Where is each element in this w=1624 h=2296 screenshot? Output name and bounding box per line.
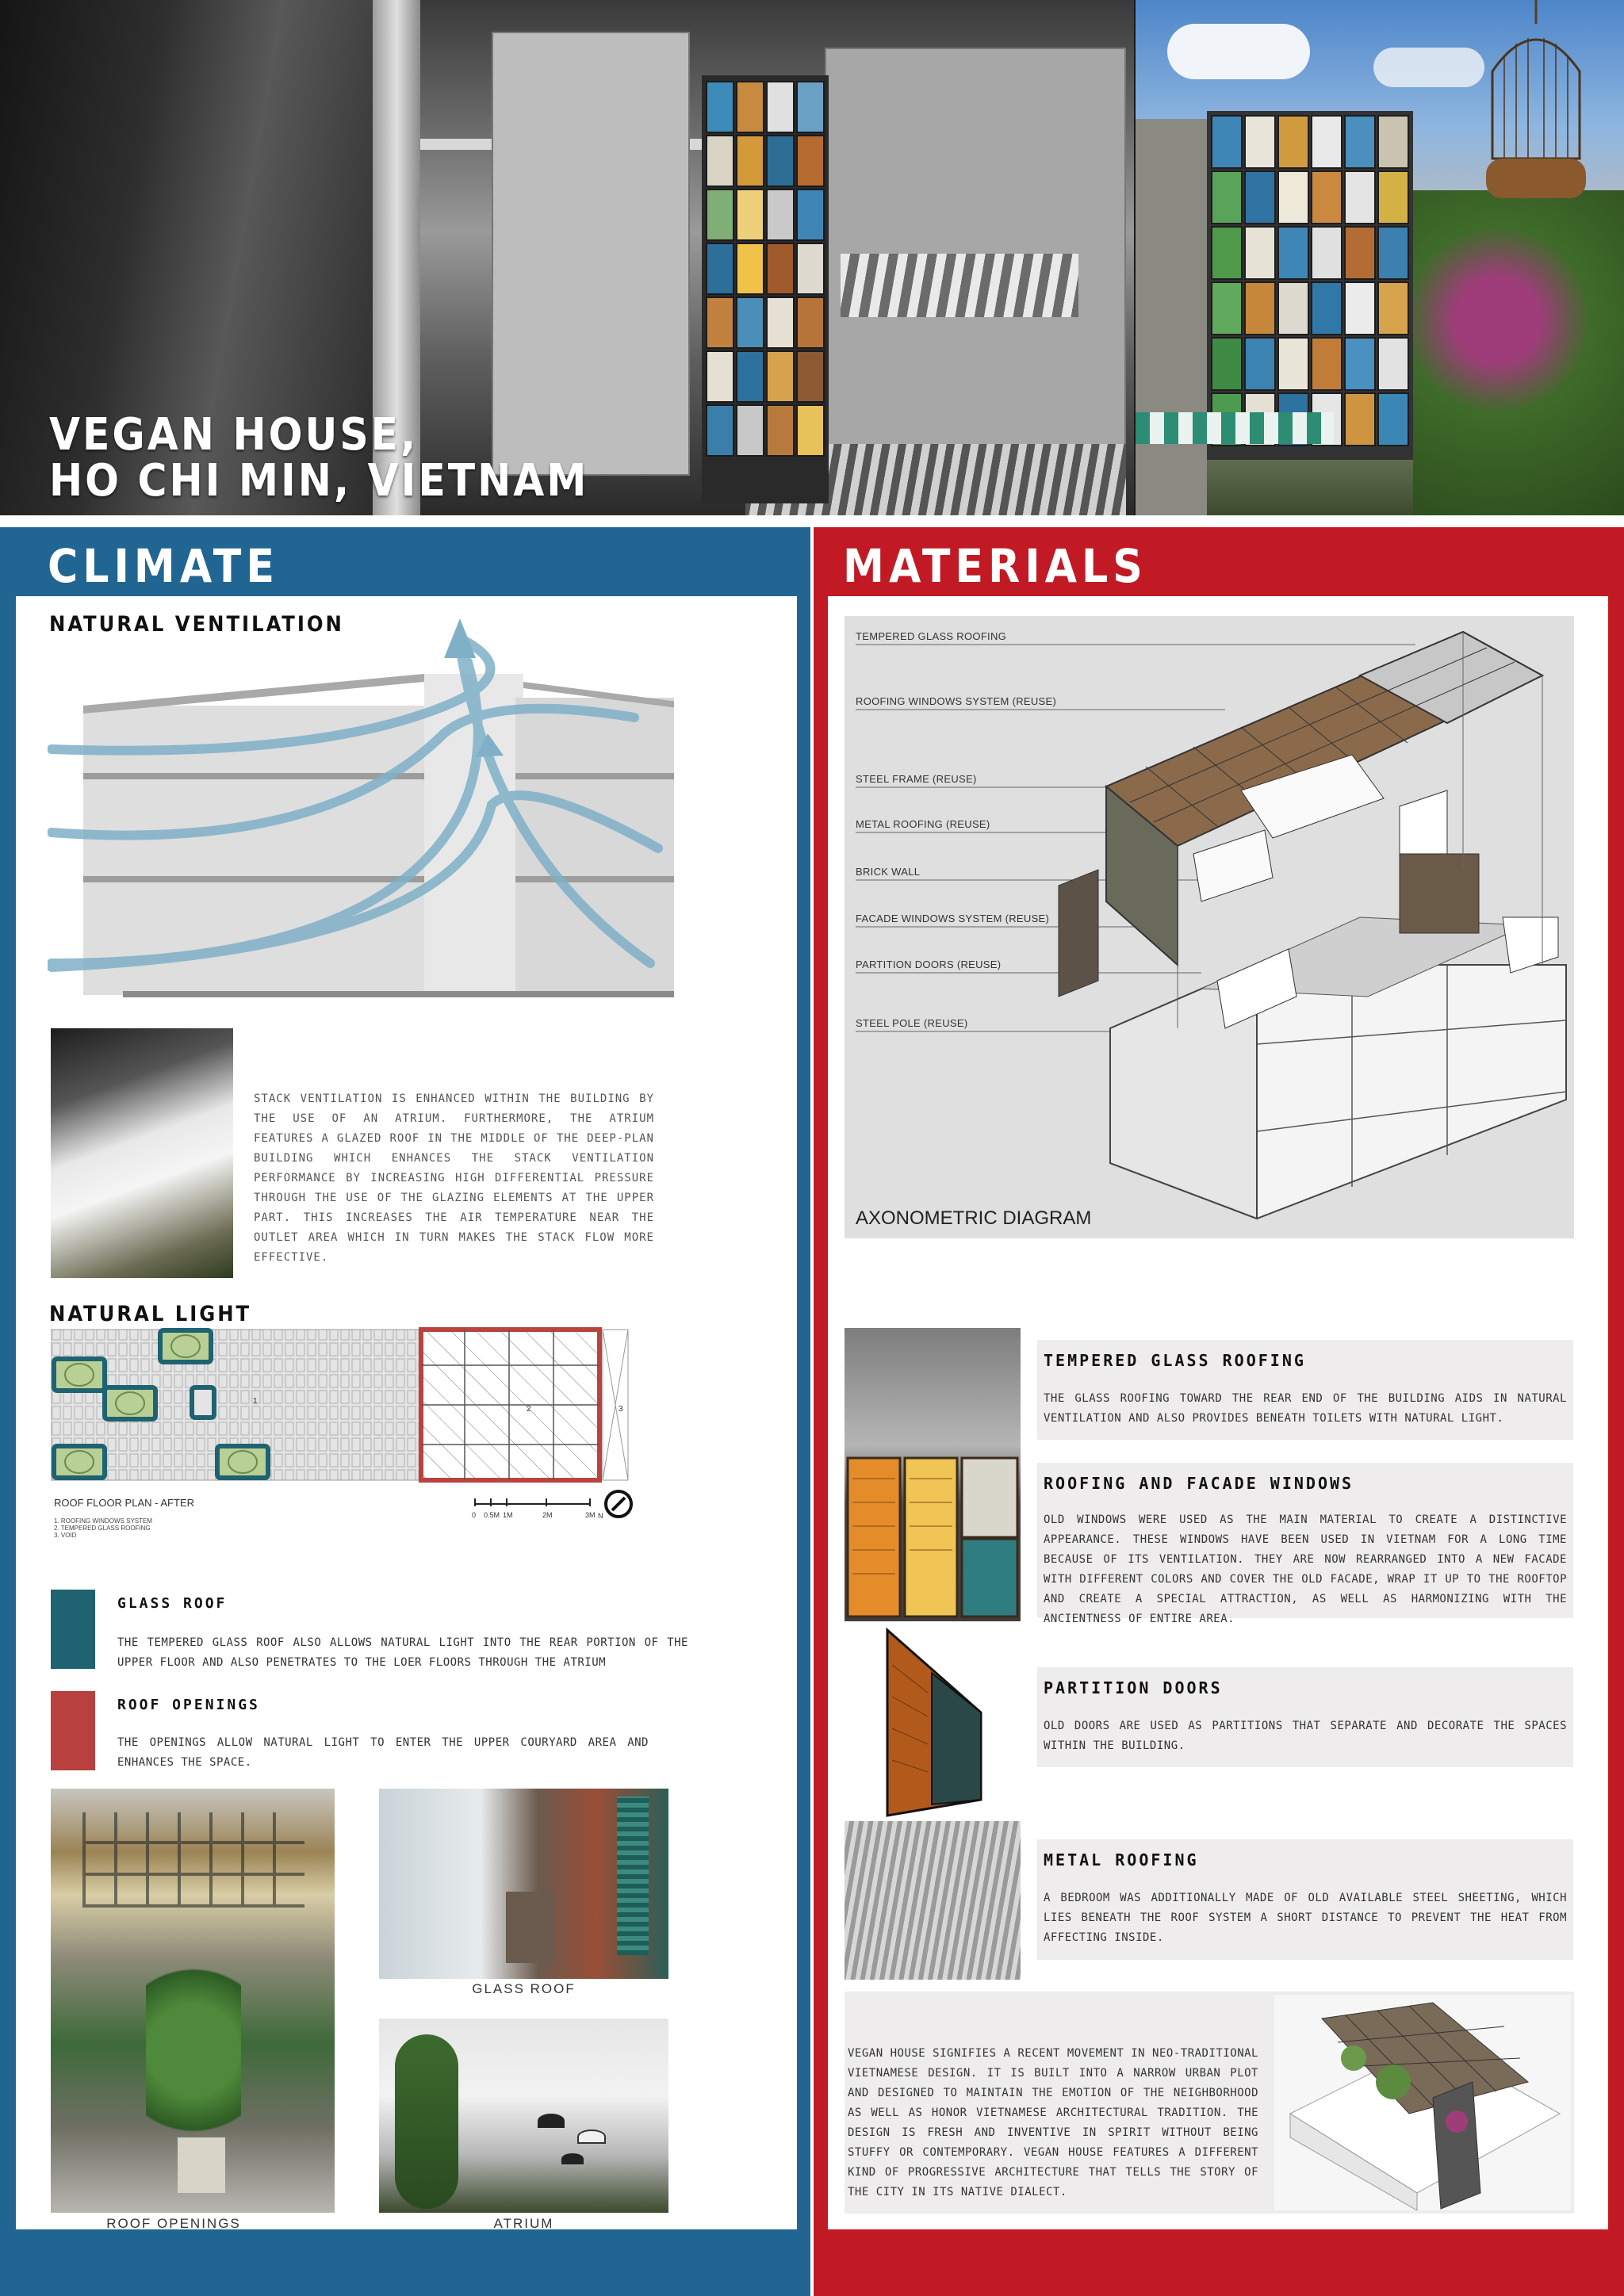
axo-label-steel-frame: STEEL FRAME (REUSE) [856,773,977,785]
axo-label-steel-pole: STEEL POLE (REUSE) [856,1017,968,1029]
material-item-metal [1037,1839,1573,1960]
axonometric-diagram [845,616,1574,1238]
climate-heading: CLIMATE [48,539,280,593]
plan-legend [54,1517,152,1539]
ventilation-heading: NATURAL VENTILATION [49,612,344,637]
ventilation-diagram [48,614,674,1011]
axo-label-glass-roofing: TEMPERED GLASS ROOFING [856,630,1007,642]
atrium-photo-label: ATRIUM [493,2216,554,2231]
material-text-partition: OLD DOORS ARE USED AS PARTITIONS THAT SEPARATE AND DECORATE THE SPACES WITHIN THE BUILDING. [1044,1720,1567,1752]
scale-05: 0.5M [484,1511,500,1519]
material-text-metal: A BEDROOM WAS ADDITIONALLY MADE OF OLD AVAILABLE STEEL SHEETING, WHICH LIES BENEATH THE ROOF SYSTEM A SHORT DISTANCE TO PREVENT THE HEAT FROM AFFECTING INSIDE. [1044,1892,1567,1944]
atrium-interior-photo [51,1028,233,1278]
windows-photo [845,1328,1021,1621]
material-title-glass: TEMPERED GLASS ROOFING [1044,1351,1306,1370]
hero-title-line1: VEGAN HOUSE, [49,409,419,461]
shutter-facade [702,75,829,503]
scale-0: 0 [472,1511,477,1519]
plan-legend-2: 2. TEMPERED GLASS ROOFING [54,1525,151,1532]
facade-photo-colour [1136,0,1624,515]
plan-title: ROOF FLOOR PLAN - AFTER [54,1497,194,1509]
material-item-windows [1037,1463,1573,1625]
zone-number-2: 2 [527,1405,531,1414]
scale-1: 1M [503,1511,513,1519]
roof-openings-text: THE OPENINGS ALLOW NATURAL LIGHT TO ENTER THE UPPER COURYARD AREA AND ENHANCES THE SPACE. [117,1736,649,1769]
material-text-glass: THE GLASS ROOFING TOWARD THE REAR END OF THE BUILDING AIDS IN NATURAL VENTILATION AND ALSO PROVIDES BENEATH TOILETS WITH NATURAL LIGHT. [1044,1392,1567,1425]
metal-roofing-photo [845,1821,1021,1980]
scale-3: 3M [585,1511,596,1519]
glass-roof-photo [379,1789,668,1979]
roof-openings-photo [51,1789,335,2213]
axo-label-brick-wall: BRICK WALL [856,866,921,878]
plan-legend-1: 1. ROOFING WINDOWS SYSTEM [54,1517,153,1525]
hero-title [49,409,589,507]
zone-number-1: 1 [253,1397,258,1406]
north-label: N [598,1512,603,1520]
axo-label-roofing-windows: ROOFING WINDOWS SYSTEM (REUSE) [856,695,1057,707]
ventilation-text: STACK VENTILATION IS ENHANCED WITHIN THE BUILDING BY THE USE OF AN ATRIUM. FURTHERMORE, THE ATRIUM FEATURES A GLAZED ROOF IN THE MIDDLE OF THE DEEP-PLAN BUILDING WHICH ENHANCES THE STACK VENTILATION PERFORMANCE BY INCREASING HIGH DIFFERENTIAL PRESSURE THROUGH THE USE OF THE GLAZING ELEMENTS AT THE UPPER PART. THIS INCREASES THE AIR TEMPERATURE NEAR THE OUTLET AREA WHICH IN TURN MAKES THE STACK FLOW MORE EFFECTIVE. [254,1093,654,1264]
summary-text: VEGAN HOUSE SIGNIFIES A RECENT MOVEMENT IN NEO-TRADITIONAL VIETNAMESE DESIGN. IT IS BUILT INTO A NARROW URBAN PLOT AND DESIGNED TO MAINTAIN THE EMOTION OF THE NEIGHBORHOOD AS WELL AS HONOR VIETNAMESE ARCHITECTURAL TRADITION. THE DESIGN IS FRESH AND INVENTIVE IN SPIRIT WITHOUT BEING STUFFY OR CONTEMPORARY. VEGAN HOUSE FEATURES A DIFFERENT KIND OF PROGRESSIVE ARCHITECTURE THAT TELLS THE STORY OF THE CITY IN ITS NATIVE DIALECT. [848,2047,1258,2198]
colour-shutter-facade [1207,111,1413,460]
axo-label-partition-doors: PARTITION DOORS (REUSE) [856,959,1002,970]
material-title-partition: PARTITION DOORS [1044,1678,1223,1697]
atrium-photo [379,2019,668,2213]
rooftop-render [1274,1995,1571,2210]
material-text-windows: OLD WINDOWS WERE USED AS THE MAIN MATERIAL TO CREATE A DISTINCTIVE APPEARANCE. THESE WINDOWS HAVE BEEN USED IN VIETNAM FOR A LONG TIME BECAUSE OF ITS VENTILATION. THEY ARE NOW REARRANGED INTO A NEW FACADE WITH DIFFERENT COLORS AND COVER THE OLD FACADE, WRAP IT UP TO THE ROOFTOP AND CREATE A SPECIAL ATTRACTION, AS WELL AS HARMONIZING WITH THE ANCIENTNESS OF ENTIRE AREA. [1044,1513,1567,1625]
glass-roof-swatch [51,1590,95,1669]
birdcage-icon [1469,0,1603,206]
light-heading: NATURAL LIGHT [49,1302,252,1326]
material-title-metal: METAL ROOFING [1044,1850,1199,1869]
scale-2: 2M [542,1511,553,1519]
axo-caption: AXONOMETRIC DIAGRAM [856,1207,1092,1229]
plan-legend-3: 3. VOID [54,1532,77,1539]
material-item-partition [1037,1667,1573,1767]
axo-label-facade-windows: FACADE WINDOWS SYSTEM (REUSE) [856,913,1050,924]
material-title-windows: ROOFING AND FACADE WINDOWS [1044,1474,1354,1493]
roof-openings-photo-label: ROOF OPENINGS [106,2216,241,2231]
roof-openings-swatch [51,1691,95,1770]
material-item-glass [1037,1340,1573,1440]
glass-roof-title: GLASS ROOF [117,1595,228,1612]
partition-doors-photo [884,1625,983,1820]
roof-openings-title: ROOF OPENINGS [117,1697,260,1713]
hero-title-line2: HO CHI MIN, VIETNAM [49,455,589,507]
glass-roof-text: THE TEMPERED GLASS ROOF ALSO ALLOWS NATURAL LIGHT INTO THE REAR PORTION OF THE UPPER FLOOR AND ALSO PENETRATES TO THE LOER FLOORS THROUGH THE ATRIUM [117,1636,688,1669]
glass-roof-photo-label: GLASS ROOF [472,1981,576,1996]
zone-number-3: 3 [619,1405,623,1414]
materials-heading: MATERIALS [843,539,1147,593]
hero-banner [0,0,1624,515]
axo-label-metal-roofing: METAL ROOFING (REUSE) [856,818,990,830]
summary-box [845,1992,1574,2214]
